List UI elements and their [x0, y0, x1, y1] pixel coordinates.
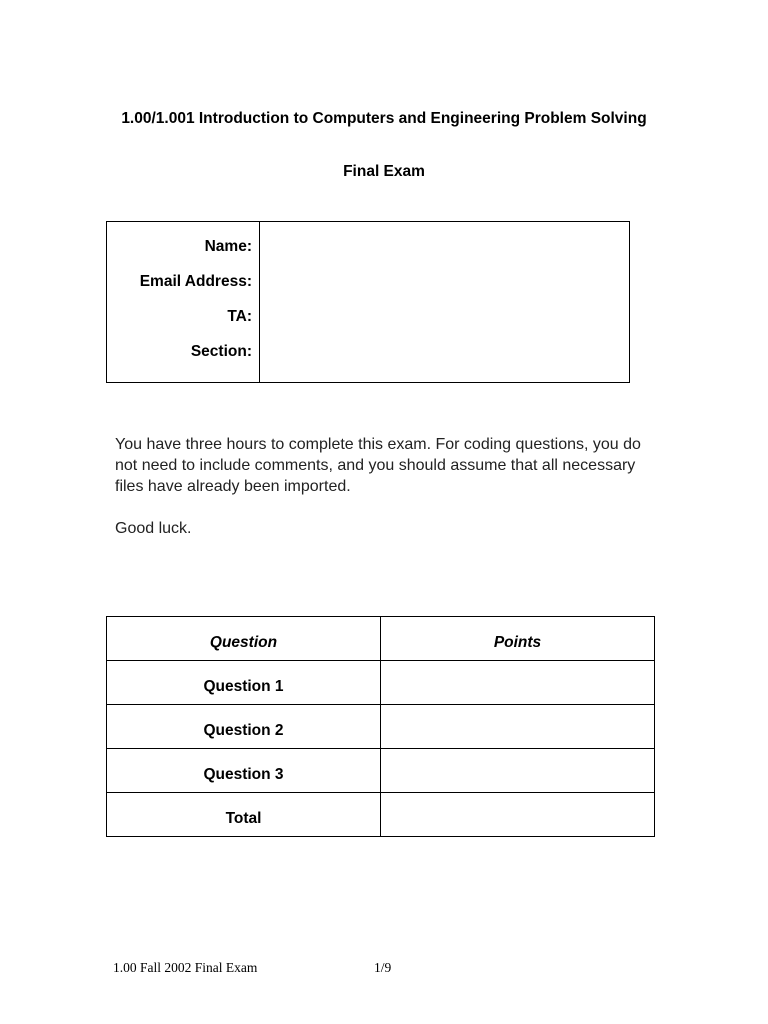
ta-label: TA: [227, 308, 252, 325]
table-row [107, 705, 655, 749]
points-column-header [381, 617, 655, 661]
table-row [107, 749, 655, 793]
exam-title: 1.00/1.001 Introduction to Computers and Engineering Problem Solving [121, 110, 647, 127]
question-header-text: Question [209, 633, 278, 651]
email-address-label: Email Address: [139, 273, 252, 290]
exam-subtitle: Final Exam [343, 163, 425, 180]
question-label: Question 1 [203, 677, 284, 695]
table-row [107, 661, 655, 705]
points-cell [381, 749, 655, 793]
question-column-header [107, 617, 381, 661]
question-cell [107, 705, 381, 749]
exam-instructions: You have three hours to complete this exam. For coding questions, you do not need to include comments, and you should assume that all necessary files have already been imported. [115, 436, 641, 495]
table-row [107, 793, 655, 837]
question-cell [107, 749, 381, 793]
total-label: Total [225, 809, 262, 827]
section-label: Section: [190, 343, 252, 360]
info-box-divider [259, 222, 260, 382]
points-cell [381, 705, 655, 749]
total-points-cell [381, 793, 655, 837]
score-table [106, 616, 655, 837]
question-label: Question 3 [203, 765, 284, 783]
student-info-box [106, 221, 630, 383]
good-luck-text: Good luck. [115, 520, 192, 537]
score-table-header-row [107, 617, 655, 661]
total-cell [107, 793, 381, 837]
question-cell [107, 661, 381, 705]
name-label: Name: [204, 238, 252, 255]
points-cell [381, 661, 655, 705]
points-header-text: Points [493, 633, 542, 651]
footer-exam-name: 1.00 Fall 2002 Final Exam [113, 960, 258, 975]
footer-page-number: 1/9 [374, 960, 392, 975]
question-label: Question 2 [203, 721, 284, 739]
